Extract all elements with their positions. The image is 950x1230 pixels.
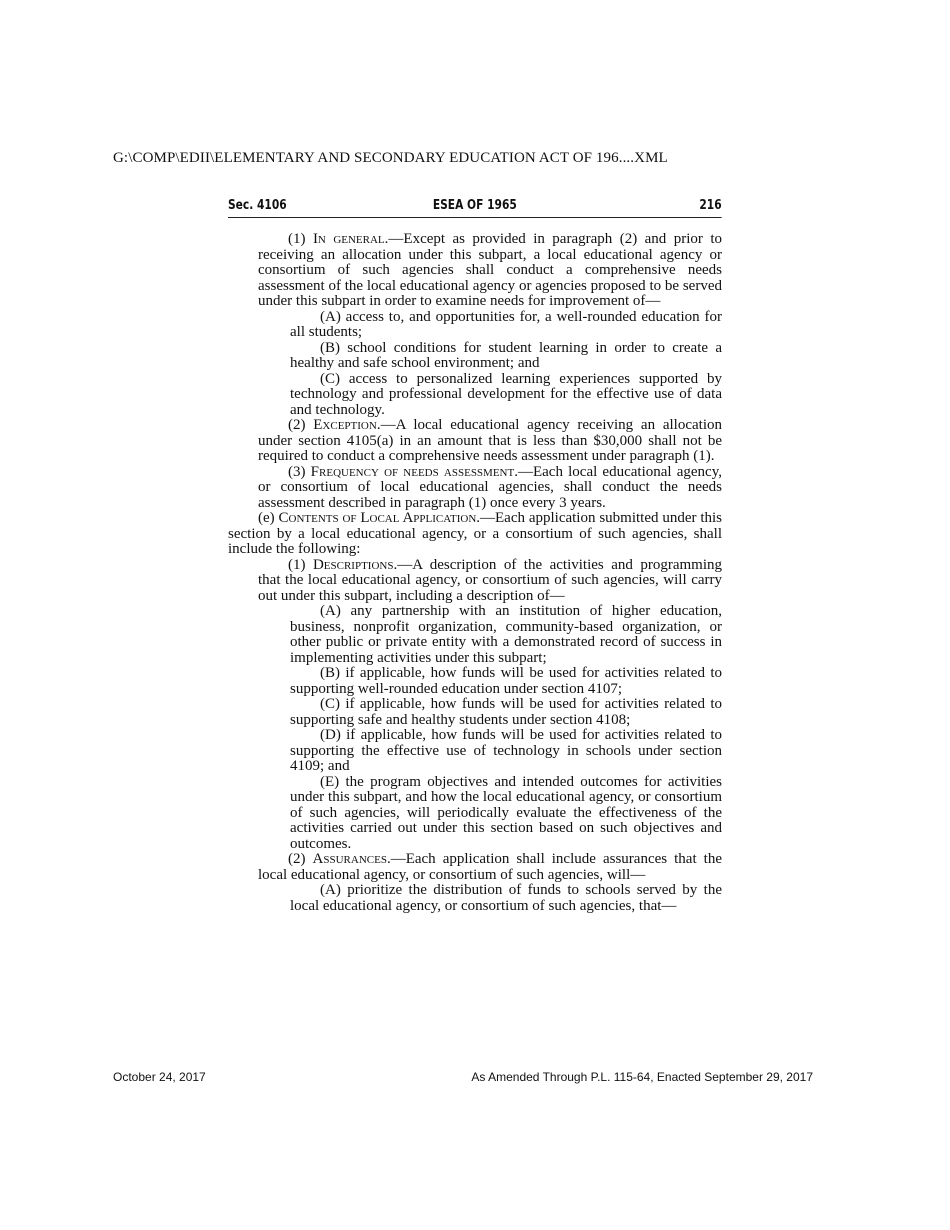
paragraph-heading: Contents of Local Application	[278, 510, 477, 526]
paragraph-heading: In general	[312, 231, 385, 247]
act-title: ESEA OF 1965	[432, 198, 517, 213]
paragraph-designator: (1)	[288, 556, 313, 573]
paragraph-text: (B) if applicable, how funds will be used for activities related to supporting well-rounded education under section 4107;	[290, 665, 722, 697]
paragraph-text: (E) the program objectives and intended outcomes for activities under this subpart, and how the local educational agency, or consortium of such agencies, will periodically evaluate the effectiveness of the activities carried out under this section based on such objectives and outcomes.	[290, 773, 722, 852]
statute-paragraph	[228, 465, 722, 512]
paragraph-text: .—Each application shall include assurances that the local educational agency, or consortium of such agencies, will—	[258, 851, 722, 883]
footer-date: October 24, 2017	[113, 1070, 206, 1084]
statute-paragraph	[228, 372, 722, 419]
paragraph-text: .—A description of the activities and programming that the local educational agency, or consortium of such agencies, will carry out under this subpart, including a description of—	[258, 556, 722, 604]
statute-paragraph	[228, 697, 722, 728]
statute-paragraph	[228, 341, 722, 372]
paragraph-text: (C) if applicable, how funds will be used for activities related to supporting safe and healthy students under section 4108;	[290, 696, 722, 728]
statute-paragraph	[228, 604, 722, 666]
statute-paragraph	[228, 418, 722, 465]
file-path-header: G:\COMP\EDII\ELEMENTARY AND SECONDARY EDUCATION ACT OF 196....XML	[113, 150, 668, 166]
paragraph-heading: Exception	[313, 417, 377, 433]
paragraph-designator: (3)	[288, 463, 311, 480]
paragraph-text: (C) access to personalized learning experiences supported by technology and professional development for the effective use of data and technology.	[290, 370, 722, 418]
statute-paragraph	[228, 666, 722, 697]
paragraph-text: .—Each application submitted under this section by a local educational agency, or a consortium of such agencies, shall include the following:	[228, 510, 722, 557]
paragraph-heading: Descriptions	[312, 556, 394, 573]
statute-paragraph	[228, 728, 722, 775]
running-head	[228, 197, 722, 218]
statute-paragraph	[228, 232, 722, 310]
paragraph-text: .—A local educational agency receiving an allocation under section 4105(a) in an amount that is less than $30,000 shall not be required to conduct a comprehensive needs assessment under paragraph (1).	[258, 417, 722, 464]
paragraph-designator: (e)	[258, 510, 279, 526]
statute-paragraph	[228, 852, 722, 883]
statute-paragraph	[228, 775, 722, 853]
statute-body	[228, 232, 722, 914]
page-number: 216	[699, 198, 722, 213]
footer-amended-note: As Amended Through P.L. 115-64, Enacted September 29, 2017	[471, 1070, 813, 1084]
paragraph-designator: (2)	[288, 851, 313, 867]
statute-paragraph	[228, 558, 722, 605]
paragraph-text: .—Except as provided in paragraph (2) and prior to receiving an allocation under this subpart, a local educational agency or consortium of such agencies shall conduct a comprehensive needs assessment of the local educational agency or agencies proposed to be served under this subpart in order to examine needs for improvement of—	[258, 231, 722, 309]
paragraph-heading: Frequency of needs assessment	[310, 463, 515, 480]
statute-paragraph	[228, 511, 722, 558]
paragraph-text: (A) access to, and opportunities for, a well-rounded education for all students;	[290, 308, 722, 340]
statute-paragraph	[228, 310, 722, 341]
section-number: Sec. 4106	[228, 198, 287, 213]
paragraph-text: (B) school conditions for student learning in order to create a healthy and safe school environment; and	[290, 339, 722, 371]
paragraph-heading: Assurances	[312, 851, 387, 867]
paragraph-designator: (2)	[288, 417, 314, 433]
paragraph-text: .—Each local educational agency, or consortium of local educational agencies, shall conduct the needs assessment described in paragraph (1) once every 3 years.	[258, 463, 722, 511]
paragraph-designator: (1)	[288, 231, 313, 247]
statute-paragraph	[228, 883, 722, 914]
paragraph-text: (D) if applicable, how funds will be used for activities related to supporting the effective use of technology in schools under section 4109; and	[290, 727, 722, 774]
paragraph-text: (A) any partnership with an institution of higher education, business, nonprofit organization, community-based organization, or other public or private entity with a demonstrated record of success in implementing activities under this subpart;	[290, 603, 722, 666]
paragraph-text: (A) prioritize the distribution of funds to schools served by the local educational agency, or consortium of such agencies, that—	[290, 882, 722, 914]
